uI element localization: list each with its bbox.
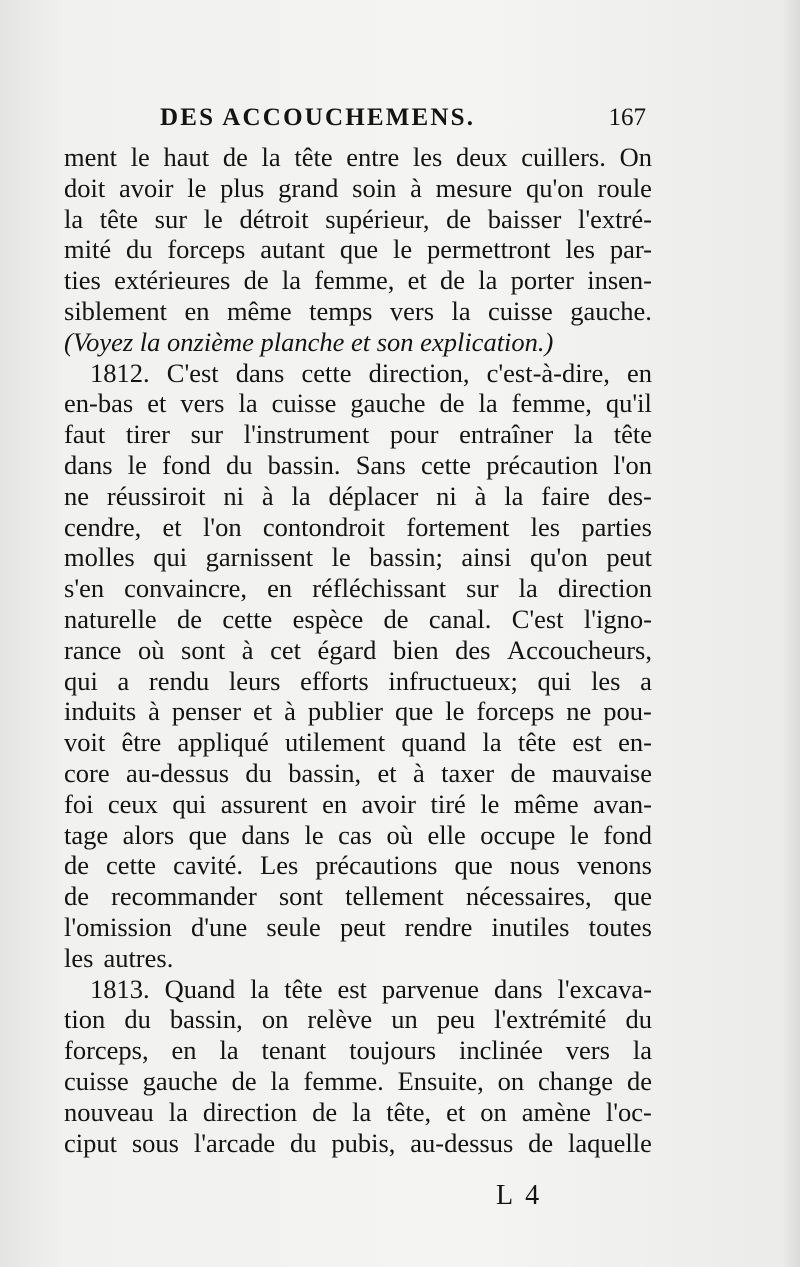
text-line: [64, 327, 652, 358]
text-line: l'omission d'une seule peut rendre inutiles toutes: [64, 911, 652, 942]
text-line: tion du bassin, on relève un peu l'extrémité du: [64, 1004, 652, 1035]
text-line: voit être appliqué utilement quand la tête est en-: [64, 727, 652, 758]
text-line: forceps, en la tenant toujours inclinée vers la: [64, 1035, 652, 1066]
text-line: dans le fond du bassin. Sans cette précaution l'on: [64, 449, 652, 480]
signature-mark: L 4: [496, 1180, 543, 1211]
page-number: 167: [608, 104, 646, 131]
body-text: [64, 142, 652, 1158]
text-line: ne réussiroit ni à la déplacer ni à la faire des-: [64, 480, 652, 511]
text-line: rance où sont à cet égard bien des Accoucheurs,: [64, 634, 652, 665]
text-line: faut tirer sur l'instrument pour entraîner la tête: [64, 419, 652, 450]
text-line: core au-dessus du bassin, et à taxer de mauvaise: [64, 757, 652, 788]
text-line: induits à penser et à publier que le forceps ne pou-: [64, 696, 652, 727]
text-line: s'en convaincre, en réfléchissant sur la direction: [64, 573, 652, 604]
text-line: molles qui garnissent le bassin; ainsi qu'on peut: [64, 542, 652, 573]
text-line: tage alors que dans le cas où elle occupe le fond: [64, 819, 652, 850]
page-header: [160, 104, 660, 138]
text-line: naturelle de cette espèce de canal. C'est l'igno-: [64, 603, 652, 634]
text-line: 1812. C'est dans cette direction, c'est-à-dire, en: [90, 357, 652, 388]
text-line: doit avoir le plus grand soin à mesure qu'on roule: [64, 172, 652, 203]
text-line: en-bas et vers la cuisse gauche de la femme, qu'il: [64, 388, 652, 419]
text-line: les autres.: [64, 942, 174, 973]
text-line: ties extérieures de la femme, et de la porter insen-: [64, 265, 652, 296]
text-line: 1813. Quand la tête est parvenue dans l'excava-: [90, 973, 652, 1004]
text-line: foi ceux qui assurent en avoir tiré le même avan-: [64, 788, 652, 819]
running-title: DES ACCOUCHEMENS.: [160, 104, 476, 131]
text-line: la tête sur le détroit supérieur, de baisser l'extré-: [64, 203, 652, 234]
text-line: siblement en même temps vers la cuisse gauche.: [64, 295, 652, 326]
text-line: mité du forceps autant que le permettront les par-: [64, 234, 652, 265]
italic-reference: (Voyez la onzième planche et son explication.): [64, 326, 554, 357]
page-fold-shadow: [782, 0, 800, 1267]
text-line: de recommander sont tellement nécessaires, que: [64, 881, 652, 912]
text-line: de cette cavité. Les précautions que nous venons: [64, 850, 652, 881]
text-line: qui a rendu leurs efforts infructueux; qui les a: [64, 665, 652, 696]
text-line: ciput sous l'arcade du pubis, au-dessus de laquelle: [64, 1127, 652, 1158]
text-line: ment le haut de la tête entre les deux cuillers. On: [64, 142, 652, 172]
text-line: nouveau la direction de la tête, et on amène l'oc-: [64, 1096, 652, 1127]
text-line: cuisse gauche de la femme. Ensuite, on change de: [64, 1065, 652, 1096]
text-line: cendre, et l'on contondroit fortement les parties: [64, 511, 652, 542]
